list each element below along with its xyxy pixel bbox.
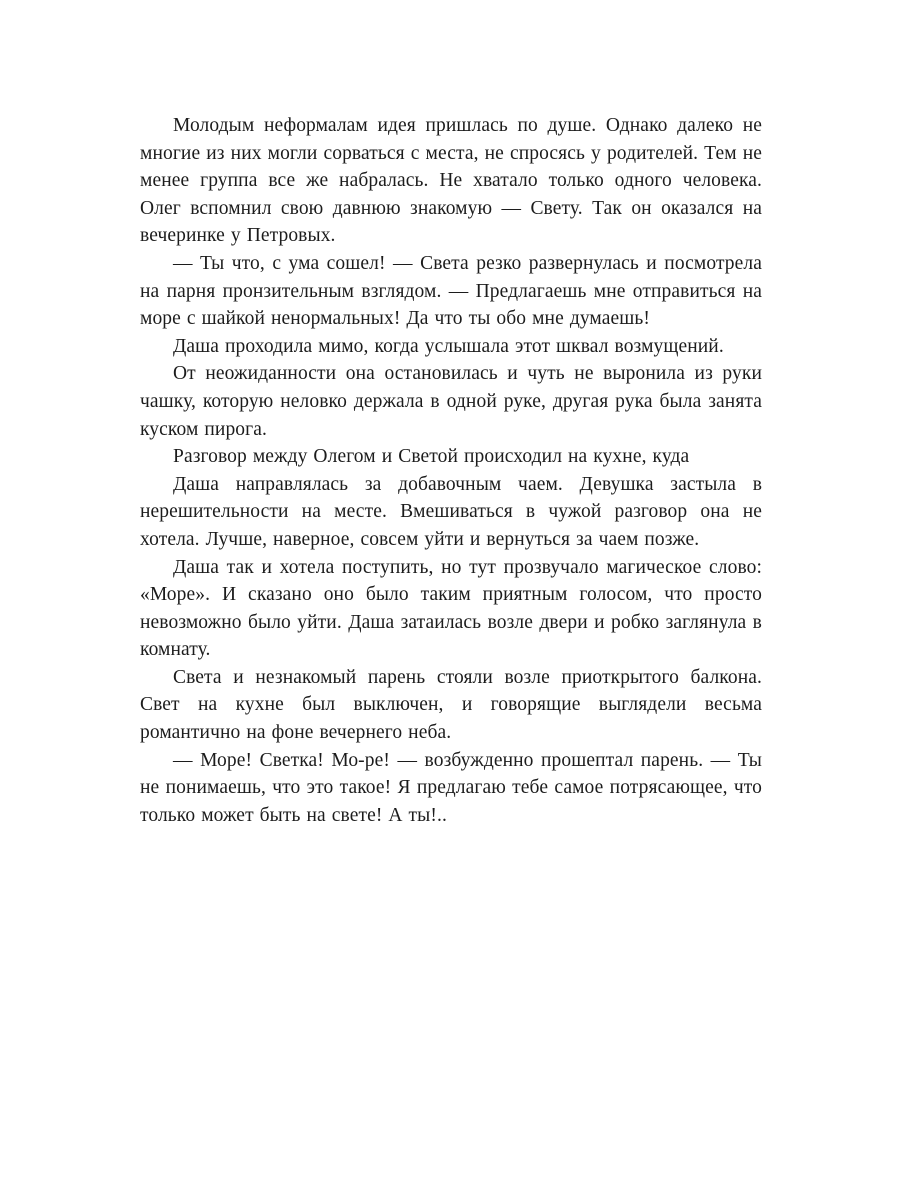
paragraph-8: Света и незнакомый парень стояли возле приоткрытого балкона. Свет на кухне был выключен, и говорящие выглядели весьма романтично на фоне вечернего неба. bbox=[140, 666, 762, 744]
paragraph-1: Молодым неформалам идея пришлась по душе. Однако далеко не многие из них могли сорваться с места, не спросясь у родителей. Тем не менее группа все же набралась. Не хватало только одного человека. Олег вспомнил свою давнюю знакомую — Свету. Так он оказался на вечеринке у Петровых. bbox=[140, 115, 762, 247]
paragraph-9: — Море! Светка! Мо-ре! — возбужденно прошептал парень. — Ты не понимаешь, что это такое! Я предлагаю тебе самое потрясающее, что только может быть на свете! А ты!.. bbox=[140, 749, 762, 826]
paragraph-6: Даша направлялась за добавочным чаем. Девушка застыла в нерешительности на месте. Вмешиваться в чужой разговор она не хотела. Лучше, наверное, совсем уйти и вернуться за чаем позже. bbox=[140, 473, 762, 550]
paragraph-3: Даша проходила мимо, когда услышала этот шквал возмущений. bbox=[173, 335, 724, 357]
paragraph-2: — Ты что, с ума сошел! — Света резко развернулась и посмотрела на парня пронзительным взглядом. — Предлагаешь мне отправиться на море с шайкой ненормальных! Да что ты обо мне думаешь! bbox=[140, 252, 762, 330]
paragraph-7: Даша так и хотела поступить, но тут прозвучало магическое слово: «Море». И сказано оно было таким приятным голосом, что просто невозможно было уйти. Даша затаилась возле двери и робко заглянула в комнату. bbox=[140, 556, 762, 661]
paragraph-5: Разговор между Олегом и Светой происходил на кухне, куда bbox=[173, 446, 690, 468]
paragraph-4: От неожиданности она остановилась и чуть не выронила из руки чашку, которую неловко держала в одной руке, другая рука была занята куском пирога. bbox=[140, 363, 762, 440]
book-page bbox=[140, 112, 762, 829]
